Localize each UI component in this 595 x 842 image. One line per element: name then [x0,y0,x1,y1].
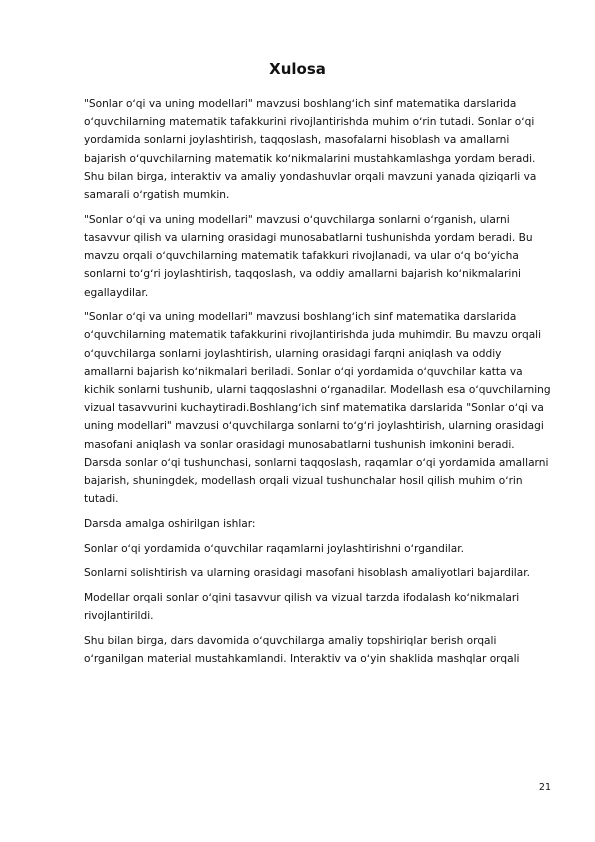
paragraph-1: "Sonlar oʻqi va uning modellari" mavzusi boshlangʻich sinf matematika darslarida oʻquvchilarning matematik tafakkurini rivojlantirishda muhim oʻrin tutadi. Sonlar oʻqi yordamida sonlarni joylashtirish, taqqoslash, masofalarni hisoblash va amallarni bajarish oʻquvchilarning matematik koʻnikmalarini mustahkamlashga yordam beradi. Shu bilan birga, interaktiv va amaliy yondashuvlar orqali mavzuni yanada qiziqarli va samarali oʻrgatish mumkin. [84,98,537,202]
paragraph-3: "Sonlar oʻqi va uning modellari" mavzusi boshlangʻich sinf matematika darslarida oʻquvchilarning matematik tafakkurini rivojlantirishda juda muhimdir. Bu mavzu orqali oʻquvchilarga sonlarni joylashtirish, ularning orasidagi farqni aniqlash va oddiy amallarni bajarish koʻnikmalari beriladi. Sonlar oʻqi yordamida oʻquvchilar katta va kichik sonlarni tushunib, ularni taqqoslashni oʻrganadilar. Modellash esa oʻquvchilarning vizual tasavvurini kuchaytiradi.Boshlangʻich sinf matematika darslarida "Sonlar oʻqi va uning modellari" mavzusi oʻquvchilarga sonlarni toʻgʻri joylashtirish, ularning orasidagi masofani aniqlash va sonlar orasidagi munosabatlarni tushunish imkonini beradi. Darsda sonlar oʻqi tushunchasi, sonlarni taqqoslash, raqamlar oʻqi yordamida amallarni bajarish, shuningdek, modellash orqali vizual tushunchalar hosil qilish muhim oʻrin tutadi. [84,311,551,506]
paragraph-5: Sonlar oʻqi yordamida oʻquvchilar raqamlarni joylashtirishni oʻrgandilar. [84,542,464,555]
page-number: 21 [538,782,551,793]
page-title: Xulosa [269,60,326,78]
paragraph-8: Shu bilan birga, dars davomida oʻquvchilarga amaliy topshiriqlar berish orqali oʻrganilgan material mustahkamlandi. Interaktiv va oʻyin shaklida mashqlar orqali [84,634,520,666]
paragraph-2: "Sonlar oʻqi va uning modellari" mavzusi oʻquvchilarga sonlarni oʻrganish, ularni tasavvur qilish va ularning orasidagi munosabatlarni tushunishda yordam beradi. Bu mavzu orqali oʻquvchilarning matematik tafakkuri rivojlanadi, va ular oʻq boʻyicha sonlarni toʻgʻri joylashtirish, taqqoslash, va oddiy amallarni bajarish koʻnikmalarini egallaydilar. [84,213,533,299]
paragraph-7: Modellar orqali sonlar oʻqini tasavvur qilish va vizual tarzda ifodalash koʻnikmalari rivojlantirildi. [84,592,520,623]
paragraph-4: Darsda amalga oshirilgan ishlar: [84,517,256,530]
paragraph-6: Sonlarni solishtirish va ularning orasidagi masofani hisoblash amaliyotlari bajardilar. [84,567,530,580]
body-text [84,95,554,675]
